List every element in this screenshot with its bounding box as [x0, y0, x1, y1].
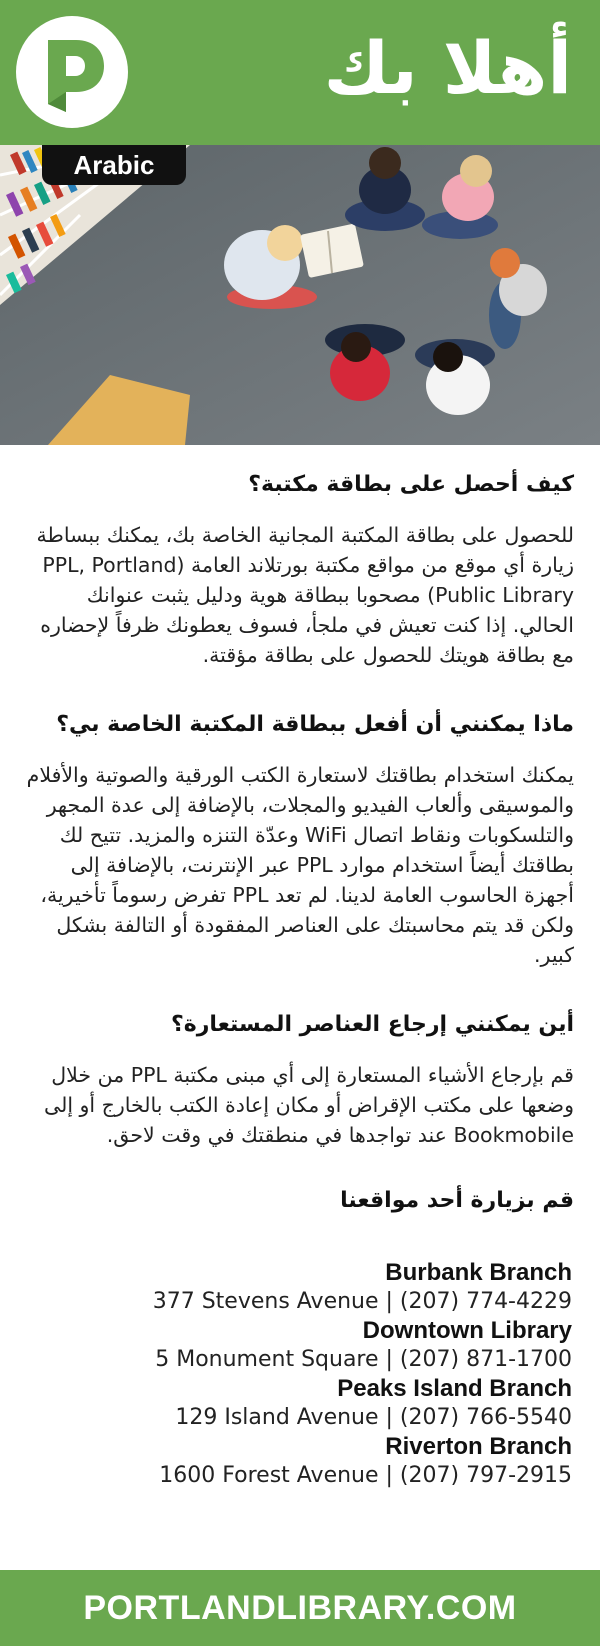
hero-photo [0, 145, 600, 445]
section-heading-get-card: كيف أحصل على بطاقة مكتبة؟ [248, 472, 574, 497]
branch-item [26, 1258, 572, 1316]
branch-address-phone: 5 Monument Square | (207) 871-1700 [155, 1347, 572, 1372]
welcome-greeting: أهلا بك [323, 26, 572, 110]
branch-list [26, 1258, 572, 1490]
branch-address-phone: 1600 Forest Avenue | (207) 797-2915 [159, 1463, 572, 1488]
section-heading-returns: أين يمكنني إرجاع العناصر المستعارة؟ [170, 1012, 574, 1037]
branch-address-phone: 129 Island Avenue | (207) 766-5540 [175, 1405, 572, 1430]
locations-heading: قم بزيارة أحد مواقعنا [340, 1188, 574, 1213]
header-banner [0, 0, 600, 145]
website-link[interactable]: PORTLANDLIBRARY.COM [83, 1589, 517, 1627]
branch-name: Riverton Branch [385, 1433, 572, 1460]
branch-name: Downtown Library [362, 1317, 572, 1344]
branch-address-phone: 377 Stevens Avenue | (207) 774-4229 [152, 1289, 572, 1314]
section-body-get-card: للحصول على بطاقة المكتبة المجانية الخاصة بك، يمكنك ببساطة زيارة أي موقع من مواقع مكتبة بورتلاند العامة (PPL, Portland Public Library) مصحوبا ببطاقة هوية ودليل يثبت عنوانك الحالي. إذا كنت تعيش في ملجأ، فسوف يعطونك ظرفاً لإحضاره مع بطاقة هويتك للحصول على بطاقة مؤقتة. [36, 523, 574, 667]
section-body-returns: قم بإرجاع الأشياء المستعارة إلى أي مبنى مكتبة PPL من خلال وضعها على مكتب الإقراض أو مكان إعادة الكتب بالخارج أو إلى Bookmobile عند تواجدها في منطقتك في وقت لاحق. [43, 1063, 574, 1147]
language-label: Arabic [42, 145, 186, 185]
footer-banner [0, 1570, 600, 1646]
branch-item [26, 1316, 572, 1374]
branch-item [26, 1374, 572, 1432]
section-body-card-uses: يمكنك استخدام بطاقتك لاستعارة الكتب الورقية والصوتية والأفلام والموسيقى وألعاب الفيديو والمجلات، بالإضافة إلى عدة المجهر والتلسكوبات ونقاط اتصال WiFi وعدّة التنزه والمزيد. تتيح لك بطاقتك أيضاً استخدام موارد PPL عبر الإنترنت، بالإضافة إلى أجهزة الحاسوب العامة لدينا. لم تعد PPL تفرض رسوماً تأخيرية، ولكن قد يتم محاسبتك على العناصر المفقودة أو التالفة بشكل كبير. [26, 763, 574, 967]
branch-name: Peaks Island Branch [337, 1375, 572, 1402]
section-heading-card-uses: ماذا يمكنني أن أفعل ببطاقة المكتبة الخاصة بي؟ [56, 712, 574, 737]
ppl-logo-icon[interactable] [14, 14, 130, 130]
branch-name: Burbank Branch [385, 1259, 572, 1286]
main-content [26, 470, 574, 1490]
branch-item [26, 1432, 572, 1490]
